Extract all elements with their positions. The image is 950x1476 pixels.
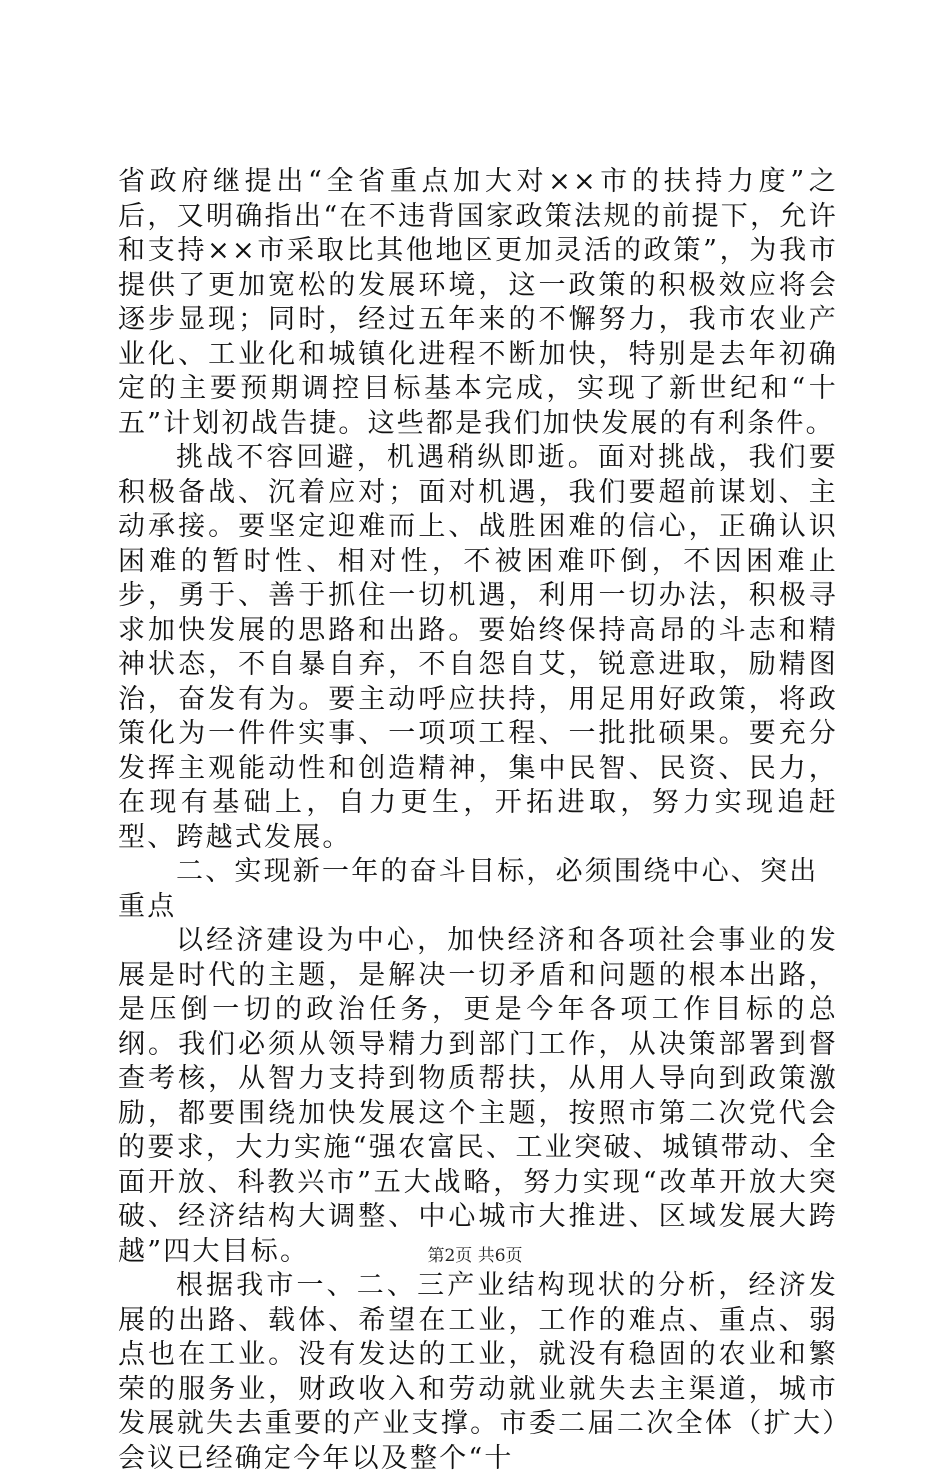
paragraph-3: 以经济建设为中心，加快经济和各项社会事业的发展是时代的主题，是解决一切矛盾和问题的根本出路，是压倒一切的政治任务，更是今年各项工作目标的总纲。我们必须从领导精力到部门工作，从决策部署到督查考核，从智力支持到物质帮扶，从用人导向到政策激励，都要围绕加快发展这个主题，按照市第二次党代会的要求，大力实施“强农富民、工业突破、城镇带动、全面开放、科教兴市”五大战略，努力实现“改革开放大突破、经济结构大调整、中心城市大推进、区域发展大跨越”四大目标。 [118,925,838,1267]
document-body [118,165,838,1476]
paragraph-2: 挑战不容回避，机遇稍纵即逝。面对挑战，我们要积极备战、沉着应对；面对机遇，我们要超前谋划、主动承接。要坚定迎难而上、战胜困难的信心，正确认识困难的暂时性、相对性，不被困难吓倒，不因困难止步，勇于、善于抓住一切机遇，利用一切办法，积极寻求加快发展的思路和出路。要始终保持高昂的斗志和精神状态，不自暴自弃，不自怨自艾，锐意进取，励精图治，奋发有为。要主动呼应扶持，用足用好政策，将政策化为一件件实事、一项项工程、一批批硕果。要充分发挥主观能动性和创造精神，集中民智、民资、民力，在现有基础上，自力更生，开拓进取，努力实现追赶型、跨越式发展。 [118,442,838,853]
paragraph-4: 根据我市一、二、三产业结构现状的分析，经济发展的出路、载体、希望在工业，工作的难点、重点、弱点也在工业。没有发达的工业，就没有稳固的农业和繁荣的服务业，财政收入和劳动就业就失去主渠道，城市发展就失去重要的产业支撑。市委二届二次全体（扩大）会议已经确定今年以及整个“十 [118,1270,838,1474]
paragraph-1: 省政府继提出“全省重点加大对××市的扶持力度”之后，又明确指出“在不违背国家政策法规的前提下，允许和支持××市采取比其他地区更加灵活的政策”，为我市提供了更加宽松的发展环境，这一政策的积极效应将会逐步显现；同时，经过五年来的不懈努力，我市农业产业化、工业化和城镇化进程不断加快，特别是去年初确定的主要预期调控目标基本完成，实现了新世纪和“十五”计划初战告捷。这些都是我们加快发展的有利条件。 [118,166,838,439]
section-heading: 二、实现新一年的奋斗目标，必须围绕中心、突出重点 [118,856,819,922]
page-footer: 第2页 共6页 [427,1246,523,1266]
